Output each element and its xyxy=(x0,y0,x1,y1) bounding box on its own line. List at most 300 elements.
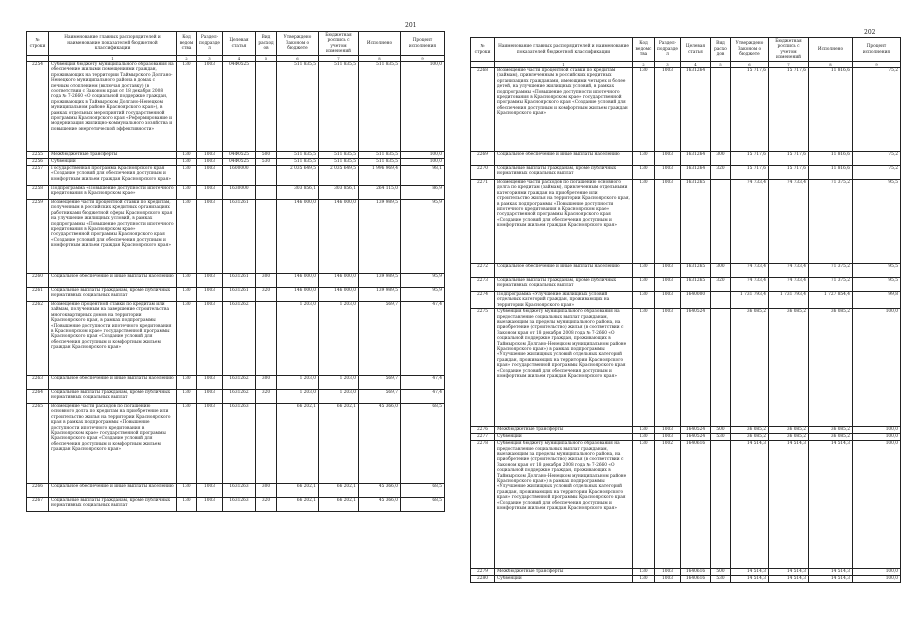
header-row xyxy=(471,38,901,62)
code-target: 1640616 xyxy=(681,576,711,583)
amount-executed: 11 816,6 xyxy=(809,152,853,166)
amount-executed: 511 835,5 xyxy=(359,159,401,166)
code-target: 1640524 xyxy=(681,309,711,427)
amount-approved: 74 733,4 xyxy=(731,278,769,292)
amount-schedule: 36 085,2 xyxy=(769,434,809,441)
row-name: Социальные выплаты гражданам, кроме публичных нормативных социальных выплат xyxy=(49,288,177,302)
code-type: 500 xyxy=(711,569,731,576)
row-number: 2276 xyxy=(471,427,495,434)
amount-executed: 139 989,5 xyxy=(359,288,401,302)
code-razdel: 1003 xyxy=(655,264,681,278)
row-name: Социальное обеспечение и иные выплаты населению xyxy=(49,484,177,498)
amount-approved: 14 514,3 xyxy=(731,569,769,576)
amount-schedule: 303 856,1 xyxy=(319,186,359,200)
code-ved: 130 xyxy=(633,152,655,166)
code-target: 04Ф0525 xyxy=(223,152,256,159)
code-ved: 130 xyxy=(633,166,655,180)
percent-executed: 95,9 xyxy=(401,288,445,302)
row-name: Субвенция бюджету муниципального образования на обеспечение жилыми помещениями граждан, проживающих на территории Таймырского Долгано-Ненецкого муниципального района в домах с печным отоплением (включая доставку) (в соответствии с Законом края от 18 декабря 2008 года № 7-2660 «О социальной поддержке граждан, проживающих в Таймырском Долгано-Ненецком муниципальном районе Красноярского края»), в рамках отдельных мероприятий государственной программы Красноярского края «Реформирование и модернизация жилищно-коммунального хозяйства и повышение энергетической эффективности» xyxy=(49,62,177,152)
amount-schedule: 146 000,0 xyxy=(319,274,359,288)
row-name: Межбюджетные трансферты xyxy=(495,427,633,434)
budget-table xyxy=(470,37,901,583)
table-row xyxy=(471,278,901,292)
col-header: Утверждено Законом о бюджете xyxy=(277,32,319,56)
code-type: 320 xyxy=(711,278,731,292)
code-target: 1631261 xyxy=(223,288,256,302)
row-name: Социальное обеспечение и иные выплаты населению xyxy=(49,376,177,390)
code-type: 320 xyxy=(256,288,277,302)
table-row xyxy=(471,427,901,434)
row-number: 2280 xyxy=(471,576,495,583)
table-row xyxy=(27,404,445,484)
col-header: Целевая статья xyxy=(681,38,711,62)
amount-schedule: 1 203,0 xyxy=(319,302,359,376)
col-header: Вид расходов xyxy=(711,38,731,62)
code-type: 300 xyxy=(256,484,277,498)
row-name: Социальное обеспечение и иные выплаты населению xyxy=(49,274,177,288)
percent-executed: 86,9 xyxy=(401,186,445,200)
budget-table xyxy=(26,31,445,512)
col-index: 6 xyxy=(731,62,769,68)
code-type: 500 xyxy=(256,152,277,159)
code-target: 1640616 xyxy=(681,441,711,569)
amount-approved: 511 835,5 xyxy=(277,159,319,166)
row-name: Субвенция бюджету муниципального образования на предоставление социальных выплат гражданам, выезжающим за пределы муниципального района, на приобретение (строительство) жилья (в соответствии с Законом края от 18 декабря 2008 года № 7-2660 «О социальной поддержке граждан, проживающих в Таймырском Долгано-Ненецком муниципальном районе Красноярского края») в рамках подпрограммы «Улучшение жилищных условий отдельных категорий граждан, проживающих на территории Красноярского края» государственной программы Красноярского края «Создание условий для обеспечения доступным и комфортным жильем граждан Красноярского края» xyxy=(495,441,633,569)
amount-executed: 11 816,6 xyxy=(809,68,853,152)
row-name: Возмещение части расходов по погашению основного долга по кредитам на приобретение или строительство жилья на территории Красноярского края в рамках подпрограммы «Повышение доступности ипотечного кредитования в Красноярском крае» государственной программы Красноярского края «Создание условий для обеспечения доступным и комфортным жильем граждан Красноярского края» xyxy=(49,404,177,484)
col-header: Исполнено xyxy=(809,38,853,62)
amount-schedule: 14 514,3 xyxy=(769,576,809,583)
code-type xyxy=(711,68,731,152)
code-target: 1631263 xyxy=(223,498,256,512)
row-name: Возмещение части процентной ставки по кредитам, полученным в российских кредитных организациях работниками бюджетной сферы Красноярского края на улучшение жилищных условий, в рамках подпрограммы «Повышение доступности ипотечного кредитования в Красноярском крае» государственной программы Красноярского края «Создание условий для обеспечения доступным и комфортным жильем граждан Красноярского края» xyxy=(49,200,177,274)
row-name: Социальные выплаты гражданам, кроме публичных нормативных социальных выплат xyxy=(49,390,177,404)
amount-schedule: 74 733,4 xyxy=(769,180,809,264)
code-ved: 130 xyxy=(633,309,655,427)
table-row xyxy=(471,152,901,166)
row-number: 2254 xyxy=(27,62,49,152)
table-row xyxy=(27,152,445,159)
amount-approved: 74 733,4 xyxy=(731,264,769,278)
code-target: 1631262 xyxy=(223,302,256,376)
amount-approved: 511 835,5 xyxy=(277,62,319,152)
amount-approved: 15 717,6 xyxy=(731,166,769,180)
amount-schedule: 66 202,1 xyxy=(319,484,359,498)
amount-executed: 71 375,2 xyxy=(809,278,853,292)
row-number: 2268 xyxy=(471,68,495,152)
code-target: 1640000 xyxy=(681,292,711,309)
code-type xyxy=(256,302,277,376)
table-row xyxy=(27,166,445,186)
amount-executed: 511 835,5 xyxy=(359,152,401,159)
code-type xyxy=(256,62,277,152)
amount-schedule: 66 202,1 xyxy=(319,404,359,484)
row-name: Социальное обеспечение и иные выплаты населению xyxy=(495,264,633,278)
col-header: Наименование главных распорядителей и наименование показателей бюджетной классификации xyxy=(49,32,177,56)
amount-schedule: 1 203,0 xyxy=(319,390,359,404)
code-razdel: 1003 xyxy=(197,186,223,200)
table-row xyxy=(471,569,901,576)
code-type xyxy=(256,166,277,186)
code-type: 500 xyxy=(711,427,731,434)
code-type xyxy=(711,309,731,427)
col-index: 1 xyxy=(49,56,177,62)
amount-executed: 1 996 969,4 xyxy=(359,166,401,186)
amount-schedule: 2 035 649,5 xyxy=(319,166,359,186)
code-type: 530 xyxy=(256,159,277,166)
row-name: Социальные выплаты гражданам, кроме публичных нормативных социальных выплат xyxy=(49,498,177,512)
row-name: Субвенции xyxy=(495,434,633,441)
page-left xyxy=(8,0,440,632)
amount-schedule: 146 000,0 xyxy=(319,200,359,274)
amount-approved: 146 000,0 xyxy=(277,288,319,302)
amount-executed: 45 366,0 xyxy=(359,498,401,512)
code-target: 1631264 xyxy=(681,166,711,180)
code-ved: 130 xyxy=(633,569,655,576)
col-header: Вид расходов xyxy=(256,32,277,56)
amount-executed: 14 514,3 xyxy=(809,576,853,583)
amount-schedule: 15 717,6 xyxy=(769,152,809,166)
row-number: 2277 xyxy=(471,434,495,441)
amount-executed: 36 085,2 xyxy=(809,309,853,427)
amount-approved: 14 514,3 xyxy=(731,441,769,569)
row-number: 2263 xyxy=(27,376,49,390)
percent-executed: 75,2 xyxy=(853,152,901,166)
table-row xyxy=(27,484,445,498)
amount-executed: 511 835,5 xyxy=(359,62,401,152)
row-number: 2264 xyxy=(27,390,49,404)
amount-approved: 1 203,0 xyxy=(277,390,319,404)
percent-executed: 95,5 xyxy=(853,264,901,278)
row-name: Субвенции xyxy=(49,159,177,166)
code-target: 1631262 xyxy=(223,390,256,404)
col-index: 6 xyxy=(277,56,319,62)
col-header: Код ведомства xyxy=(177,32,197,56)
code-type: 300 xyxy=(711,152,731,166)
amount-schedule: 74 733,4 xyxy=(769,278,809,292)
percent-executed: 98,1 xyxy=(401,166,445,186)
percent-executed: 68,5 xyxy=(401,484,445,498)
table-row xyxy=(27,302,445,376)
percent-executed: 100,0 xyxy=(853,309,901,427)
col-index: 7 xyxy=(319,56,359,62)
amount-schedule: 1 731 793,4 xyxy=(769,292,809,309)
code-type: 300 xyxy=(256,274,277,288)
percent-executed: 100,0 xyxy=(401,62,445,152)
col-index: 8 xyxy=(359,56,401,62)
code-target: 1631265 xyxy=(681,264,711,278)
table-body xyxy=(27,62,445,512)
code-ved: 130 xyxy=(177,159,197,166)
code-razdel: 1003 xyxy=(197,159,223,166)
code-target: 1631264 xyxy=(681,152,711,166)
amount-executed: 71 375,2 xyxy=(809,264,853,278)
code-ved: 130 xyxy=(633,278,655,292)
percent-executed: 75,2 xyxy=(853,166,901,180)
amount-executed: 139 989,5 xyxy=(359,274,401,288)
row-name: Подпрограмма «Улучшение жилищных условий отдельных категорий граждан, проживающих на территории Красноярского края» xyxy=(495,292,633,309)
percent-executed: 100,0 xyxy=(853,434,901,441)
amount-schedule: 511 835,5 xyxy=(319,159,359,166)
code-ved: 130 xyxy=(177,302,197,376)
table-row xyxy=(471,434,901,441)
percent-executed: 47,4 xyxy=(401,376,445,390)
col-index: 8 xyxy=(809,62,853,68)
percent-executed: 47,4 xyxy=(401,302,445,376)
col-header: № строки xyxy=(27,32,49,56)
code-razdel: 1003 xyxy=(197,274,223,288)
code-razdel: 1003 xyxy=(655,292,681,309)
percent-executed: 100,0 xyxy=(401,152,445,159)
code-type xyxy=(256,200,277,274)
row-number: 2259 xyxy=(27,200,49,274)
header-row xyxy=(27,32,445,56)
amount-approved: 511 835,5 xyxy=(277,152,319,159)
amount-approved: 36 085,2 xyxy=(731,309,769,427)
amount-executed: 36 085,2 xyxy=(809,434,853,441)
row-number: 2274 xyxy=(471,292,495,309)
code-razdel: 1003 xyxy=(655,68,681,152)
table-row xyxy=(471,292,901,309)
code-target: 04Ф0525 xyxy=(223,159,256,166)
percent-executed: 95,9 xyxy=(401,274,445,288)
col-index: 3 xyxy=(655,62,681,68)
amount-schedule: 146 000,0 xyxy=(319,288,359,302)
code-target: 1631261 xyxy=(223,200,256,274)
row-name: Государственная программа Красноярского края «Создание условий для обеспечения доступным и комфортным жильем граждан Красноярского края» xyxy=(49,166,177,186)
code-ved: 130 xyxy=(633,427,655,434)
code-ved: 130 xyxy=(633,434,655,441)
amount-executed: 1 727 854,4 xyxy=(809,292,853,309)
row-number: 2267 xyxy=(27,498,49,512)
row-number: 2278 xyxy=(471,441,495,569)
col-header: Целевая статья xyxy=(223,32,256,56)
percent-executed: 100,0 xyxy=(853,427,901,434)
amount-schedule: 36 085,2 xyxy=(769,309,809,427)
code-razdel: 1003 xyxy=(197,376,223,390)
table-row xyxy=(27,186,445,200)
percent-executed: 99,8 xyxy=(853,292,901,309)
row-name: Возмещение части процентной ставки по кредитам (займам), привлеченным в российских кредитных организациях гражданами, имеющими четырех и более детей, на улучшение жилищных условий, в рамках подпрограммы «Повышение доступности ипотечного кредитования в Красноярском крае» государственной программы Красноярского края «Создание условий для обеспечения доступным и комфортным жильем граждан Красноярского края» xyxy=(495,68,633,152)
row-number: 2275 xyxy=(471,309,495,427)
amount-approved: 15 717,6 xyxy=(731,152,769,166)
code-target: 1640616 xyxy=(681,569,711,576)
code-razdel: 1003 xyxy=(197,302,223,376)
row-number: 2279 xyxy=(471,569,495,576)
amount-approved: 66 202,1 xyxy=(277,484,319,498)
code-ved: 130 xyxy=(633,441,655,569)
code-type: 320 xyxy=(711,166,731,180)
code-type xyxy=(711,441,731,569)
col-index: 9 xyxy=(401,56,445,62)
amount-approved: 1 203,0 xyxy=(277,376,319,390)
code-ved: 130 xyxy=(633,292,655,309)
row-name: Межбюджетные трансферты xyxy=(495,569,633,576)
code-ved: 130 xyxy=(177,274,197,288)
col-header: Код ведомства xyxy=(633,38,655,62)
code-razdel: 1003 xyxy=(197,166,223,186)
code-razdel: 1003 xyxy=(197,498,223,512)
page-number: 202 xyxy=(864,29,876,36)
amount-approved: 66 202,1 xyxy=(277,404,319,484)
table-row xyxy=(27,200,445,274)
row-number: 2270 xyxy=(471,166,495,180)
col-header: Бюджетная роспись с учетом изменений xyxy=(319,32,359,56)
amount-schedule: 511 835,5 xyxy=(319,62,359,152)
row-name: Социальные выплаты гражданам, кроме публичных нормативных социальных выплат xyxy=(495,166,633,180)
code-target: 1631263 xyxy=(223,484,256,498)
code-razdel: 1003 xyxy=(197,288,223,302)
row-number: 2255 xyxy=(27,152,49,159)
amount-approved: 66 202,1 xyxy=(277,498,319,512)
row-number: 2257 xyxy=(27,166,49,186)
code-razdel: 1003 xyxy=(655,434,681,441)
percent-executed: 75,2 xyxy=(853,68,901,152)
table-row xyxy=(471,309,901,427)
table-body xyxy=(471,68,901,583)
table-row xyxy=(471,68,901,152)
code-ved: 130 xyxy=(633,68,655,152)
row-name: Возмещение части расходов по погашению основного долга по кредитам (займам), привлеченным отдельными категориями граждан на приобретение или строительство жилья на территории Красноярского края, в рамках подпрограммы «Повышение доступности ипотечного кредитования в Красноярском крае» государственной программы Красноярского края «Создание условий для обеспечения доступным и комфортным жильем граждан Красноярского края» xyxy=(495,180,633,264)
code-type: 530 xyxy=(711,434,731,441)
percent-executed: 100,0 xyxy=(401,159,445,166)
col-header: Раздел-подраздел xyxy=(655,38,681,62)
code-razdel: 1003 xyxy=(197,390,223,404)
row-number: 2272 xyxy=(471,264,495,278)
amount-executed: 45 366,0 xyxy=(359,404,401,484)
amount-schedule: 66 202,1 xyxy=(319,498,359,512)
col-header: Процент исполнения xyxy=(853,38,901,62)
amount-approved: 1 203,0 xyxy=(277,302,319,376)
code-type xyxy=(711,180,731,264)
table-row xyxy=(471,180,901,264)
amount-executed: 71 375,2 xyxy=(809,180,853,264)
row-name: Подпрограмма «Повышение доступности ипотечного кредитования в Красноярском крае» xyxy=(49,186,177,200)
table-row xyxy=(471,441,901,569)
code-ved: 130 xyxy=(633,180,655,264)
code-ved: 130 xyxy=(177,390,197,404)
amount-executed: 11 816,6 xyxy=(809,166,853,180)
table-row xyxy=(27,376,445,390)
code-ved: 130 xyxy=(177,484,197,498)
amount-executed: 139 989,5 xyxy=(359,200,401,274)
amount-schedule: 74 733,4 xyxy=(769,264,809,278)
row-number: 2258 xyxy=(27,186,49,200)
percent-executed: 95,5 xyxy=(853,180,901,264)
code-ved: 130 xyxy=(177,200,197,274)
table-row xyxy=(27,274,445,288)
row-number: 2261 xyxy=(27,288,49,302)
page-number: 201 xyxy=(405,22,417,29)
code-target: 1631265 xyxy=(681,180,711,264)
code-ved: 130 xyxy=(177,404,197,484)
amount-schedule: 15 717,6 xyxy=(769,166,809,180)
col-index: 7 xyxy=(769,62,809,68)
amount-approved: 146 000,0 xyxy=(277,274,319,288)
col-index: 3 xyxy=(197,56,223,62)
col-header: № строки xyxy=(471,38,495,62)
amount-approved: 303 856,1 xyxy=(277,186,319,200)
amount-schedule: 14 514,3 xyxy=(769,569,809,576)
table-row xyxy=(471,264,901,278)
amount-approved: 36 085,2 xyxy=(731,434,769,441)
code-type: 300 xyxy=(256,376,277,390)
code-target: 1631262 xyxy=(223,376,256,390)
amount-executed: 14 514,3 xyxy=(809,441,853,569)
code-ved: 130 xyxy=(177,288,197,302)
amount-executed: 45 366,0 xyxy=(359,484,401,498)
table-row xyxy=(27,62,445,152)
amount-approved: 74 733,4 xyxy=(731,180,769,264)
code-ved: 130 xyxy=(177,376,197,390)
amount-executed: 36 085,2 xyxy=(809,427,853,434)
col-header: Бюджетная роспись с учетом изменений xyxy=(769,38,809,62)
row-name: Социальное обеспечение и иные выплаты населению xyxy=(495,152,633,166)
col-header: Исполнено xyxy=(359,32,401,56)
code-razdel: 1003 xyxy=(655,180,681,264)
amount-executed: 264 115,0 xyxy=(359,186,401,200)
row-name: Субвенция бюджету муниципального образования на предоставление социальных выплат гражданам, выезжающим за пределы муниципального района, на приобретение (строительство) жилья (в соответствии с Законом края от 18 декабря 2008 года № 7-2660 «О социальной поддержке граждан, проживающих в Таймырском Долгано-Ненецком муниципальном районе Красноярского края») в рамках подпрограммы «Улучшение жилищных условий отдельных категорий граждан, проживающих на территории Красноярского края» государственной программы Красноярского края «Создание условий для обеспечения доступным и комфортным жильем граждан Красноярского края» xyxy=(495,309,633,427)
amount-schedule: 36 085,2 xyxy=(769,427,809,434)
amount-schedule: 1 203,0 xyxy=(319,376,359,390)
code-ved: 130 xyxy=(177,166,197,186)
percent-executed: 68,5 xyxy=(401,404,445,484)
amount-approved: 146 000,0 xyxy=(277,200,319,274)
code-ved: 130 xyxy=(177,152,197,159)
table-row xyxy=(27,498,445,512)
code-razdel: 1003 xyxy=(197,152,223,159)
code-ved: 130 xyxy=(633,264,655,278)
amount-executed: 569,7 xyxy=(359,302,401,376)
row-number: 2269 xyxy=(471,152,495,166)
table-row xyxy=(471,166,901,180)
code-type xyxy=(256,186,277,200)
row-name: Социальные выплаты гражданам, кроме публичных нормативных социальных выплат xyxy=(495,278,633,292)
code-target: 1640524 xyxy=(681,427,711,434)
col-index: 2 xyxy=(177,56,197,62)
code-razdel: 1003 xyxy=(655,166,681,180)
amount-schedule: 15 717,6 xyxy=(769,68,809,152)
code-type: 320 xyxy=(256,390,277,404)
amount-schedule: 511 835,5 xyxy=(319,152,359,159)
amount-approved: 36 085,2 xyxy=(731,427,769,434)
code-ved: 130 xyxy=(177,498,197,512)
code-razdel: 1003 xyxy=(655,569,681,576)
table-row xyxy=(27,390,445,404)
code-razdel: 1003 xyxy=(197,404,223,484)
percent-executed: 95,5 xyxy=(853,278,901,292)
row-number: 2262 xyxy=(27,302,49,376)
code-target: 1630000 xyxy=(223,186,256,200)
col-header: Утверждено Законом о бюджете xyxy=(731,38,769,62)
amount-executed: 569,7 xyxy=(359,390,401,404)
code-target: 1631265 xyxy=(681,278,711,292)
code-ved: 130 xyxy=(177,62,197,152)
col-header: Наименование главных распорядителей и наименование показателей бюджетной классификации xyxy=(495,38,633,62)
code-razdel: 1003 xyxy=(655,278,681,292)
col-header: Раздел-подраздел xyxy=(197,32,223,56)
row-number: 2273 xyxy=(471,278,495,292)
percent-executed: 100,0 xyxy=(853,576,901,583)
percent-executed: 100,0 xyxy=(853,569,901,576)
col-index: 9 xyxy=(853,62,901,68)
code-ved: 130 xyxy=(177,186,197,200)
code-type xyxy=(256,404,277,484)
code-razdel: 1003 xyxy=(655,427,681,434)
amount-schedule: 14 514,3 xyxy=(769,441,809,569)
row-number: 2256 xyxy=(27,159,49,166)
code-target: 1631261 xyxy=(223,274,256,288)
